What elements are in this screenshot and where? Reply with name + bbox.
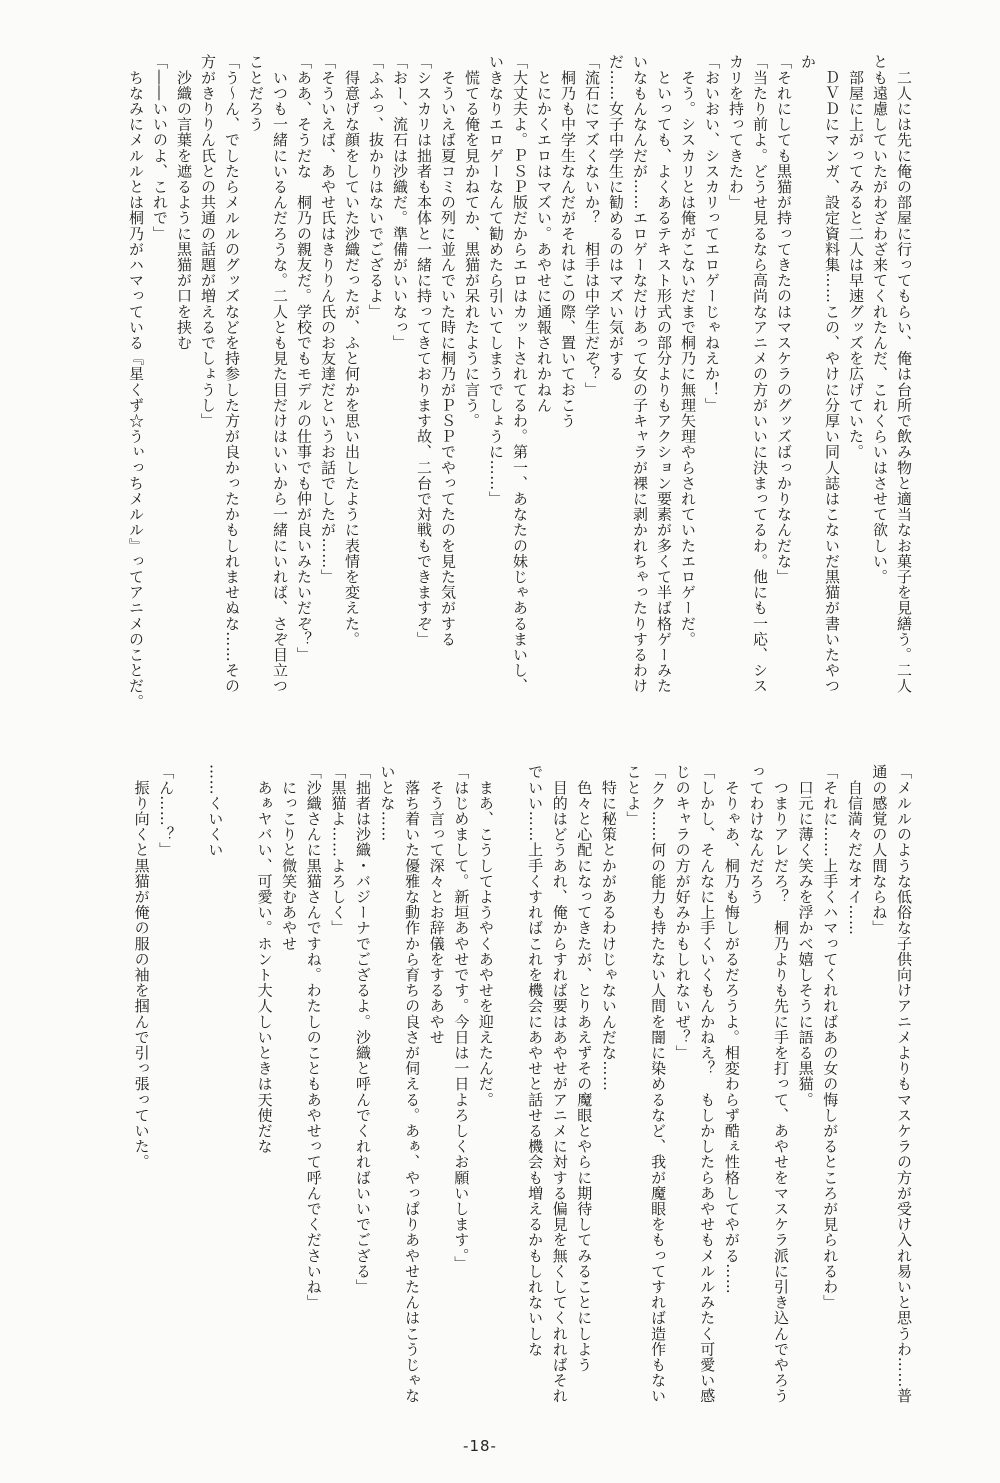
text-column: つまりアレだろ？ 桐乃よりも先に手を打って、あやせをマスケラ派に引き込んでやろう (772, 764, 791, 1404)
text-column: カリを持ってきたわ」 (727, 54, 745, 210)
text-column: ちなみにメルルとは桐乃がハマっている『星くず☆うぃっちメルル』ってアニメのことだ。 (127, 54, 145, 710)
text-column: にっこりと微笑むあやせ (280, 764, 299, 952)
text-column: あぁヤバい、可愛い。ホント大人しいときは天使だな (255, 764, 274, 1154)
text-column: 「おー、流石は沙織だ。準備がいいなっ」 (391, 54, 409, 351)
text-column: とにかくエロはマズい。あやせに通報されかねん (535, 54, 553, 413)
text-column: そういえば夏コミの列に並んでいた時に桐乃がＰＳＰでやってたのを見た気がする (439, 54, 457, 647)
text-column: だ……女子中学生に勧めるのはマズい気がする (607, 54, 625, 382)
text-column: ＤＶＤにマンガ、設定資料集……この、やけに分厚い同人誌はこないだ黒猫が書いたやつ (823, 54, 841, 694)
text-column: いつも一緒にいるんだろうな。二人とも見た目だけはいいから一緒にいれば、さぞ目立つ (271, 54, 289, 694)
text-column: 「ああ、そうだな 桐乃の親友だ。学校でもモデルの仕事でも仲が良いみたいだぞ？」 (295, 54, 313, 663)
text-column: 方がきりりん氏との共通の話題が増えるでしょうし」 (199, 54, 217, 429)
text-column: 「ん……？」 (157, 764, 176, 858)
text-column: 落ち着いた優雅な動作から育ちの良さが伺える。あぁ、やっぱりあやせたんはこうじゃな (403, 764, 422, 1404)
text-column: 色々と心配になってきたが、とりあえずその魔眼とやらに期待してみることにしよう (575, 764, 594, 1373)
text-column: 沙織の言葉を遮るように黒猫が口を挟む (175, 54, 193, 351)
text-column: 「メルルのような低俗な子供向けアニメよりもマスケラの方が受け入れ易いと思うわ……普 (895, 764, 913, 1404)
text-column: 通の感覚の人間ならね」 (870, 764, 889, 936)
text-column: か (799, 54, 817, 70)
text-column: そう。シスカリとは俺がこないだまで桐乃に無理矢理やらされていたエロゲーだ。 (679, 54, 697, 647)
text-column: 慌てる俺を見かねてか、黒猫が呆れたように言う。 (463, 54, 481, 429)
text-column: 「クク……何の能力も持たない人間を闇に染めるなど、我が魔眼をもってすれば造作もない (649, 764, 668, 1404)
text-column: 「拙者は沙織・バジーナでござるよ。沙織と呼んでくれればいいでござる」 (353, 764, 372, 1295)
text-column: そりゃあ、桐乃も悔しがるだろうよ。相変わらず酷ぇ性格してやがる…… (722, 764, 741, 1295)
text-column (227, 764, 252, 1464)
text-column: 「黒猫よ……よろしく」 (329, 764, 348, 936)
text-column: でいい……上手くすればこれを機会にあやせと話せる機会も増えるかもしれないしな (526, 764, 545, 1357)
text-column: 「――いいのよ、これで」 (151, 54, 169, 242)
text-column: 「当たり前よ。どうせ見るなら高尚なアニメの方がいいに決まってるわ。他にも一応、シス (751, 54, 769, 694)
text-column: といっても、よくあるテキスト形式の部分よりもアクション要素が多くて半ば格ゲーみた (655, 54, 673, 694)
text-column: いきなりエロゲーなんて勧めたら引いてしまうでしょうに……」 (487, 54, 505, 507)
text-column: 桐乃も中学生なんだがそれはこの際、置いておこう (559, 54, 577, 429)
text-column: 「それに……上手くハマってくれればあの女の悔しがるところが見られるわ」 (821, 764, 840, 1310)
text-column (178, 764, 203, 1464)
text-column: ことだろう (247, 54, 265, 132)
text-column: 「そういえば、あやせ氏はきりりん氏のお友達だというお話でしたが……」 (319, 54, 337, 585)
text-column: 「シスカリは拙者も本体と一緒に持ってきております故、二台で対戦もできますぞ」 (415, 54, 433, 647)
text-column: 目的はどうあれ、俺からすれば要はあやせがアニメに対する偏見を無くしてくれればそれ (550, 764, 569, 1404)
text-block-upper (124, 54, 916, 754)
text-column: そう言って深々とお辞儀をするあやせ (427, 764, 446, 1045)
text-column: 「はじめまして。新垣あやせです。今日は一日よろしくお願いします。」 (452, 764, 471, 1272)
text-column (498, 764, 523, 1464)
text-column: 「ふふっ、抜かりはないでござるよ」 (367, 54, 385, 320)
text-column: 「沙織さんに黒猫さんですね。わたしのこともあやせって呼んでくださいね」 (304, 764, 323, 1310)
text-column: じのキャラの方が好みかもしれないぜ？」 (673, 764, 692, 1061)
text-column: まあ、こうしてようやくあやせを迎えたんだ。 (476, 764, 495, 1108)
text-column: 自信満々だなオイ…… (845, 764, 864, 936)
text-column: 特に秘策とかがあるわけじゃないんだな…… (599, 764, 618, 1092)
text-column: 「それにしても黒猫が持ってきたのはマスケラのグッズばっかりなんだな」 (775, 54, 793, 585)
text-column: 振り向くと黒猫が俺の服の袖を掴んで引っ張っていた。 (132, 764, 151, 1170)
text-column: ことよ」 (624, 764, 643, 827)
text-column: 口元に薄く笑みを浮かべ嬉しそうに語る黒猫。 (796, 764, 815, 1108)
text-column: 二人には先に俺の部屋に行ってもらい、俺は台所で飲み物と適当なお菓子を見繕う。二人 (895, 54, 913, 694)
text-column: 「う～ん、でしたらメルルのグッズなどを持参した方が良かったかもしれませぬな……その (223, 54, 241, 694)
text-column: いなもんなんだが……エロゲーなだけあって女の子キャラが裸に剥かれちゃったりするわけ (631, 54, 649, 694)
page-number: -18- (463, 1437, 497, 1455)
text-column: ってわけなんだろう (747, 764, 766, 905)
text-block-lower (129, 764, 916, 1464)
text-column: とも遠慮していたがわざわざ来てくれたんだ、これくらいはさせて欲しい。 (871, 54, 889, 585)
text-column: 「おいおい、シスカリってエロゲーじゃねえか！」 (703, 54, 721, 413)
text-column: 「大丈夫よ。ＰＳＰ版だからエロはカットされてるわ。第一、あなたの妹じゃあるまいし、 (511, 54, 529, 694)
text-column: 「しかし、そんなに上手くいくもんかねえ？ もしかしたらあやせもメルルみたく可愛い感 (698, 764, 717, 1404)
text-column: いとな…… (378, 764, 397, 842)
text-column: 部屋に上がってみると二人は早速グッズを広げていた。 (847, 54, 865, 460)
text-column: ……くいくい (206, 764, 225, 858)
text-column: 「流石にマズくないか？ 相手は中学生だぞ？」 (583, 54, 601, 398)
text-column: 得意げな顔をしていた沙織だったが、ふと何かを思い出したように表情を変えた。 (343, 54, 361, 647)
